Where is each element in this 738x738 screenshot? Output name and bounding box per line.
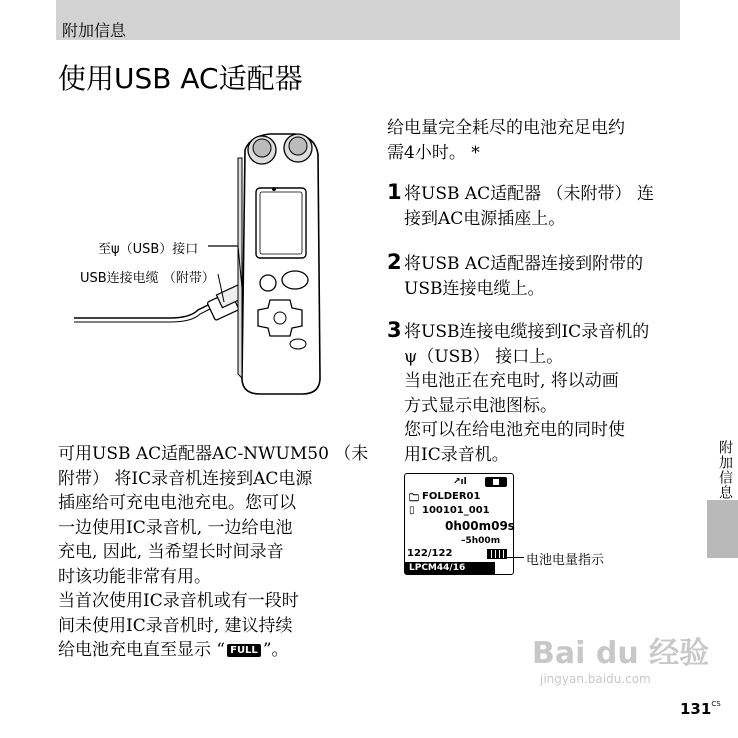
battery-indicator-callout: 电池电量指示 xyxy=(526,553,605,568)
battery-leader-line xyxy=(504,557,524,558)
step-number: 3 xyxy=(387,318,402,342)
folder-icon: 🗀 xyxy=(409,493,419,504)
remaining-time: –5h00m xyxy=(461,536,501,546)
left-paragraph-text: 可用USB AC适配器AC-NWUM50 （未 附带） 将IC录音机连接到AC电源 插座给可充电电池充电。您可以 一边使用IC录音机, 一边给电池 充电, 因此, 当希望长时间录音 时该功能非常有用。 当首次使用IC录音机或有一段时 间未使用IC录音机时, 建议持续 给电池充电直至显示 “ xyxy=(58,444,369,660)
page-suffix: CS xyxy=(711,700,721,708)
side-section-tab: 附加信息 xyxy=(717,440,733,500)
step-text: 将USB AC适配器 （未附带） 连 接到AC电源插座上。 xyxy=(404,184,654,229)
ic-recorder-illustration xyxy=(70,128,330,400)
watermark-logo: Bai du 经验 xyxy=(532,636,710,671)
step-number: 1 xyxy=(387,180,402,204)
page-number xyxy=(680,700,721,718)
section-header-bar xyxy=(56,0,680,40)
stop-icon xyxy=(485,477,507,487)
side-tab-block xyxy=(707,500,738,558)
format-label: LPCM44/16 xyxy=(405,562,495,574)
file-icon: ▯ xyxy=(409,505,415,516)
step-text: 将USB AC适配器连接到附带的 USB连接电缆上。 xyxy=(404,254,644,299)
usb-cable-callout: USB连接电缆 （附带） xyxy=(80,271,215,286)
intro-paragraph: 给电量完全耗尽的电池充足电约 需4小时。 * xyxy=(387,118,625,163)
signal-icon: ↗ıl xyxy=(453,477,467,487)
section-header-label: 附加信息 xyxy=(62,21,127,40)
usb-port-callout: 至ψ（USB）接口 xyxy=(98,242,199,257)
file-name: 100101_001 xyxy=(422,505,490,516)
step-number: 2 xyxy=(387,250,402,274)
step-text: 将USB连接电缆接到IC录音机的 ψ（USB） 接口上。 当电池正在充电时, 将以动画 方式显示电池图标。 您可以在给电池充电的同时使 用IC录音机。 xyxy=(404,322,650,465)
recorder-display xyxy=(404,473,514,575)
file-counter: 122/122 xyxy=(407,548,453,559)
elapsed-time: 0h00m09s xyxy=(445,519,515,533)
left-paragraph-end: ”。 xyxy=(262,640,289,660)
folder-name: FOLDER01 xyxy=(422,491,481,502)
left-paragraph xyxy=(58,442,368,663)
page-title: 使用USB AC适配器 xyxy=(58,62,303,95)
baidu-watermark xyxy=(532,628,709,686)
page-number-value: 131 xyxy=(680,700,712,718)
watermark-url: jingyan.baidu.com xyxy=(540,672,651,686)
full-battery-icon: FULL xyxy=(227,644,261,657)
